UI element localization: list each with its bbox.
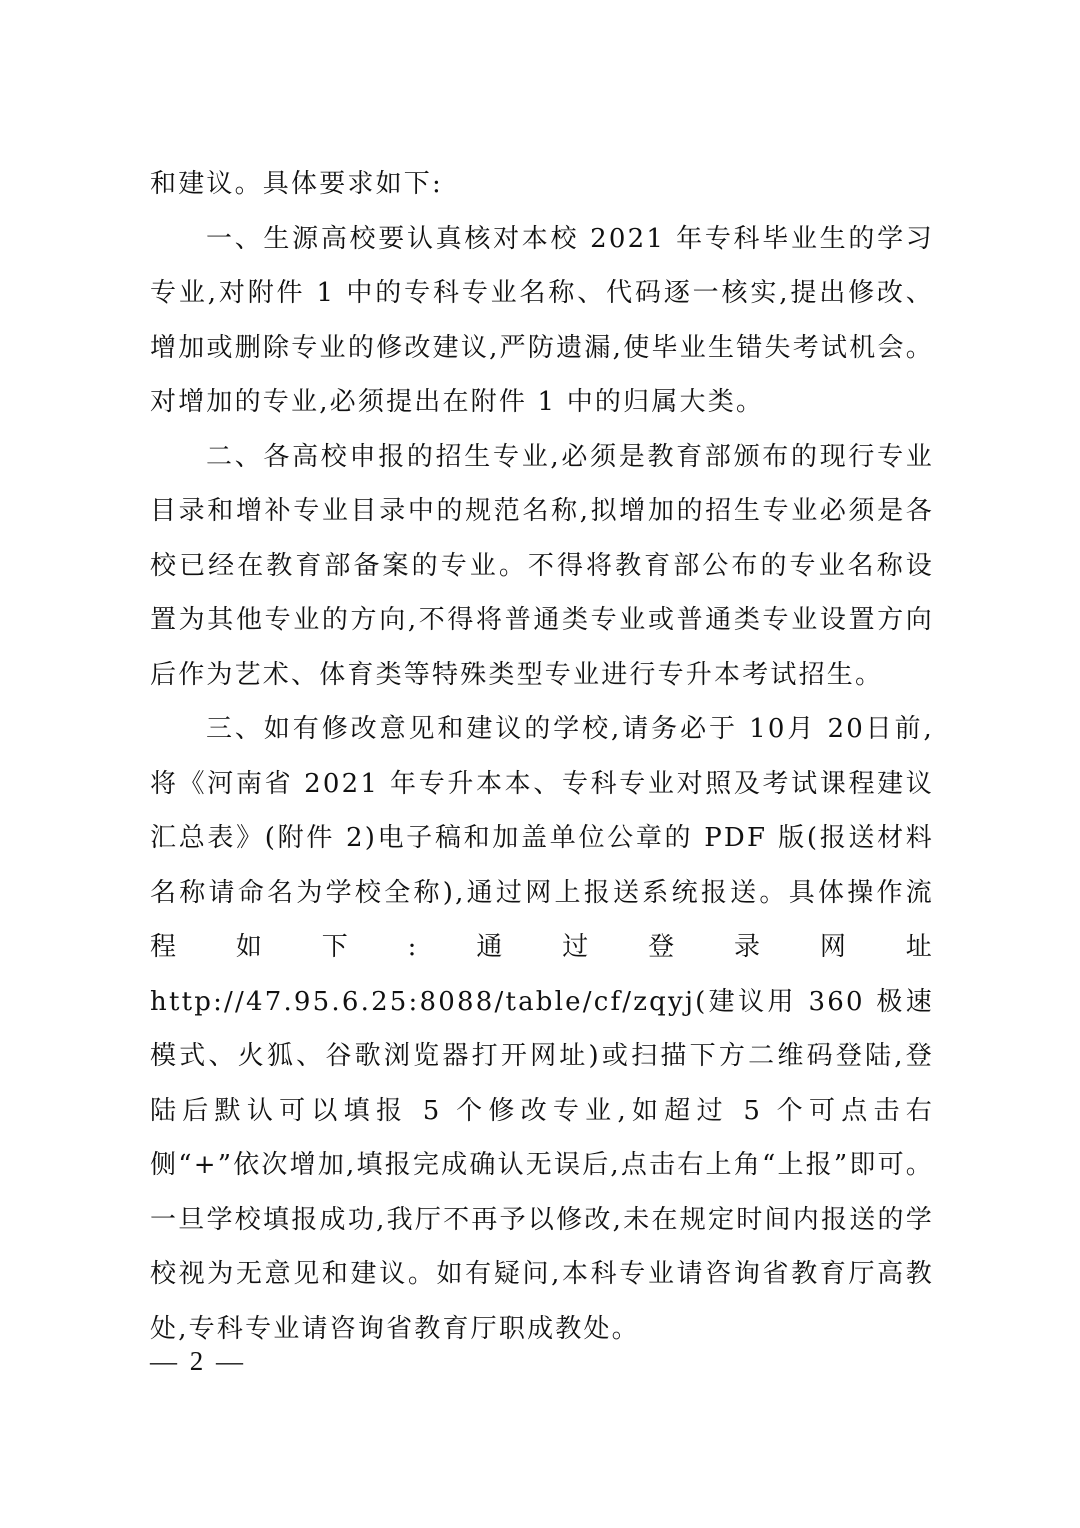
paragraph-continuation: 和建议。具体要求如下: [150, 169, 443, 199]
paragraph-item-1: 一、生源高校要认真核对本校 2021 年专科毕业生的学习专业,对附件 1 中的专科专业名称、代码逐一核实,提出修改、增加或删除专业的修改建议,严防遗漏,使毕业生错失考试机会。对增加的专业,必须提出在附件 1 中的归属大类。 [150, 223, 934, 417]
paragraph-item-2: 二、各高校申报的招生专业,必须是教育部颁布的现行专业目录和增补专业目录中的规范名称,拟增加的招生专业必须是各校已经在教育部备案的专业。不得将教育部公布的专业名称设置为其他专业的方向,不得将普通类专业或普通类专业设置方向后作为艺术、体育类等特殊类型专业进行专升本考试招生。 [150, 441, 934, 690]
page-number: — 2 — [150, 1346, 246, 1376]
document-body [150, 157, 934, 1356]
paragraph-item-3: 三、如有修改意见和建议的学校,请务必于 10月 20日前,将《河南省 2021 年专升本本、专科专业对照及考试课程建议汇总表》(附件 2)电子稿和加盖单位公章的 PDF 版(报送材料名称请命名为学校全称),通过网上报送系统报送。具体操作流程如下:通过登录网址 http://47.95.6.25:8088/table/cf/zqyj(建议用 360 极速模式、火狐、谷歌浏览器打开网址)或扫描下方二维码登陆,登陆后默认可以填报 5 个修改专业,如超过 5 个可点击右侧“+”依次增加,填报完成确认无误后,点击右上角“上报”即可。一旦学校填报成功,我厅不再予以修改,未在规定时间内报送的学校视为无意见和建议。如有疑问,本科专业请咨询省教育厅高教处,专科专业请咨询省教育厅职成教处。 [150, 714, 934, 1344]
